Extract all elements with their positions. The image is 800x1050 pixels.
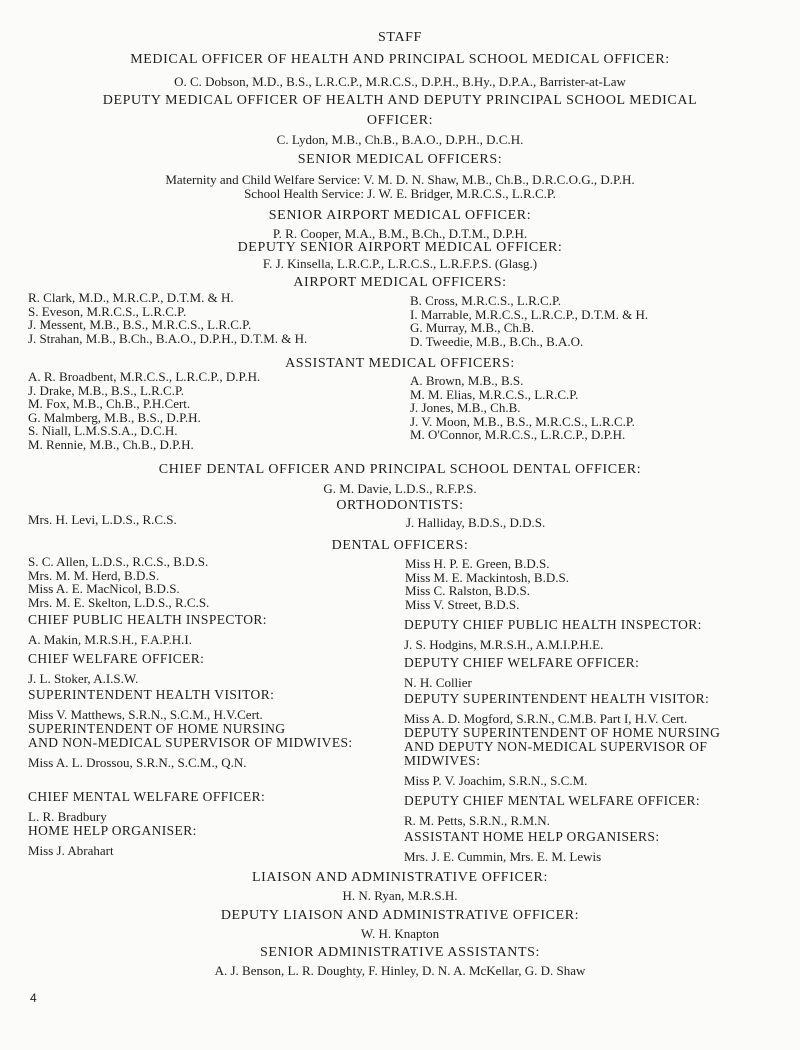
list-item: D. Tweedie, M.B., B.Ch., B.A.O. — [410, 333, 584, 349]
deputy-welfare-name: N. H. Collier — [404, 675, 472, 690]
deputy-welfare-title: DEPUTY CHIEF WELFARE OFFICER: — [404, 655, 640, 670]
liaison-title: LIAISON AND ADMINISTRATIVE OFFICER: — [252, 870, 548, 885]
chief-phi-title: CHIEF PUBLIC HEALTH INSPECTOR: — [28, 612, 267, 627]
deputy-phi-block — [404, 618, 702, 652]
chief-mental-welfare-title: CHIEF MENTAL WELFARE OFFICER: — [28, 789, 266, 804]
chief-dental-title: CHIEF DENTAL OFFICER AND PRINCIPAL SCHOOL DENTAL OFFICER: — [158, 462, 642, 477]
deputy-home-nursing-block — [404, 726, 720, 788]
list-item: R. Clark, M.D., M.R.C.P., D.T.M. & H. — [28, 290, 234, 305]
deputy-phi-title: DEPUTY CHIEF PUBLIC HEALTH INSPECTOR: — [404, 617, 702, 632]
home-help-title: HOME HELP ORGANISER: — [28, 823, 197, 838]
list-item: S. Eveson, M.R.C.S., L.R.C.P. — [28, 303, 187, 319]
list-item: B. Cross, M.R.C.S., L.R.C.P. — [410, 293, 561, 308]
list-item: Miss C. Ralston, B.D.S. — [405, 583, 530, 598]
deputy-senior-airport-name: F. J. Kinsella, L.R.C.P., L.R.C.S., L.R.F.P.S. (Glasg.) — [262, 256, 538, 271]
supt-home-nursing-block — [28, 722, 353, 770]
moh-title: MEDICAL OFFICER OF HEALTH AND PRINCIPAL SCHOOL MEDICAL OFFICER: — [130, 52, 670, 67]
deputy-moh-title-line1: DEPUTY MEDICAL OFFICER OF HEALTH AND DEPUTY PRINCIPAL SCHOOL MEDICAL — [102, 93, 698, 108]
airport-medical-right-list — [410, 294, 648, 348]
deputy-health-visitor-name: Miss A. D. Mogford, S.R.N., C.M.B. Part I, H.V. Cert. — [404, 711, 688, 726]
deputy-phi-name: J. S. Hodgins, M.R.S.H., A.M.I.P.H.E. — [404, 637, 604, 652]
list-item: A. Brown, M.B., B.S. — [410, 373, 524, 388]
deputy-liaison-title: DEPUTY LIAISON AND ADMINISTRATIVE OFFICER: — [220, 908, 580, 923]
deputy-moh-title-line2: OFFICER: — [366, 113, 434, 128]
list-item: S. Niall, L.M.S.S.A., D.C.H. — [28, 423, 178, 438]
supt-health-visitor-title: SUPERINTENDENT HEALTH VISITOR: — [28, 687, 275, 702]
deputy-mental-welfare-title: DEPUTY CHIEF MENTAL WELFARE OFFICER: — [404, 793, 701, 808]
list-item: Miss H. P. E. Green, B.D.S. — [405, 556, 550, 571]
home-help-block — [28, 824, 197, 858]
senior-medical-title: SENIOR MEDICAL OFFICERS: — [297, 152, 503, 167]
assistant-medical-right-list — [410, 374, 635, 442]
supt-home-nursing-title-line2: AND NON-MEDICAL SUPERVISOR OF MIDWIVES: — [28, 735, 353, 750]
dental-officers-title: DENTAL OFFICERS: — [331, 538, 469, 553]
orthodontist-left: Mrs. H. Levi, L.D.S., R.C.S. — [28, 512, 177, 527]
deputy-home-nursing-name: Miss P. V. Joachim, S.R.N., S.C.M. — [404, 773, 588, 788]
list-item: G. Murray, M.B., Ch.B. — [410, 320, 535, 335]
deputy-health-visitor-title: DEPUTY SUPERINTENDENT HEALTH VISITOR: — [404, 691, 710, 706]
moh-name: O. C. Dobson, M.D., B.S., L.R.C.P., M.R.C.S., D.P.H., B.Hy., D.P.A., Barrister-at-Law — [174, 74, 626, 89]
list-item: M. O'Connor, M.R.C.S., L.R.C.P., D.P.H. — [410, 427, 626, 442]
dental-officers-right-list — [405, 557, 569, 611]
deputy-welfare-block — [404, 656, 639, 690]
list-item: Mrs. M. M. Herd, B.D.S. — [28, 567, 160, 583]
dental-officers-left-list — [28, 555, 209, 609]
airport-medical-title: AIRPORT MEDICAL OFFICERS: — [293, 275, 507, 290]
list-item: S. C. Allen, L.D.S., R.C.S., B.D.S. — [28, 554, 209, 569]
chief-welfare-title: CHIEF WELFARE OFFICER: — [28, 651, 205, 666]
deputy-health-visitor-block — [404, 692, 709, 726]
deputy-mental-welfare-name: R. M. Petts, S.R.N., R.M.N. — [404, 813, 550, 828]
deputy-senior-airport-title: DEPUTY SENIOR AIRPORT MEDICAL OFFICER: — [237, 240, 563, 255]
list-item: M. Rennie, M.B., Ch.B., D.P.H. — [28, 436, 194, 452]
senior-airport-name: P. R. Cooper, M.A., B.M., B.Ch., D.T.M., D.P.H. — [272, 226, 528, 241]
orthodontist-right: J. Halliday, B.D.S., D.D.S. — [406, 515, 546, 530]
list-item: M. M. Elias, M.R.C.S., L.R.C.P. — [410, 386, 579, 402]
chief-phi-name: A. Makin, M.R.S.H., F.A.P.H.I. — [28, 632, 193, 647]
chief-dental-name: G. M. Davie, L.D.S., R.F.P.S. — [323, 481, 477, 496]
list-item: J. Jones, M.B., Ch.B. — [410, 400, 521, 415]
senior-airport-title: SENIOR AIRPORT MEDICAL OFFICER: — [268, 208, 532, 223]
deputy-home-nursing-title-line3: MIDWIVES: — [404, 753, 481, 768]
deputy-home-nursing-title-line1: DEPUTY SUPERINTENDENT OF HOME NURSING — [404, 725, 721, 740]
deputy-mental-welfare-block — [404, 794, 700, 828]
home-help-name: Miss J. Abrahart — [28, 843, 114, 858]
list-item: Miss M. E. Mackintosh, B.D.S. — [405, 569, 569, 585]
chief-welfare-name: J. L. Stoker, A.I.S.W. — [28, 671, 139, 686]
liaison-name: H. N. Ryan, M.R.S.H. — [342, 888, 458, 903]
deputy-moh-name: C. Lydon, M.B., Ch.B., B.A.O., D.P.H., D.C.H. — [276, 132, 524, 147]
senior-medical-line1: Maternity and Child Welfare Service: V. M. D. N. Shaw, M.B., Ch.B., D.R.C.O.G., D.P.H. — [165, 172, 635, 187]
senior-medical-line2: School Health Service: J. W. E. Bridger, M.R.C.S., L.R.C.P. — [244, 186, 556, 201]
supt-home-nursing-title-line1: SUPERINTENDENT OF HOME NURSING — [28, 721, 286, 736]
assistant-home-help-block — [404, 830, 659, 864]
list-item: Miss A. E. MacNicol, B.D.S. — [28, 581, 180, 596]
senior-admin-title: SENIOR ADMINISTRATIVE ASSISTANTS: — [259, 945, 541, 960]
list-item: J. Drake, M.B., B.S., L.R.C.P. — [28, 382, 185, 398]
staff-heading: STAFF — [378, 30, 422, 45]
senior-admin-names: A. J. Benson, L. R. Doughty, F. Hinley, D. N. A. McKellar, G. D. Shaw — [214, 963, 586, 978]
airport-medical-left-list — [28, 291, 307, 345]
assistant-home-help-title: ASSISTANT HOME HELP ORGANISERS: — [404, 829, 660, 844]
chief-mental-welfare-block — [28, 790, 265, 824]
list-item: G. Malmberg, M.B., B.S., D.P.H. — [28, 409, 201, 425]
list-item: A. R. Broadbent, M.R.C.S., L.R.C.P., D.P.H. — [28, 369, 261, 384]
list-item: Mrs. M. E. Skelton, L.D.S., R.C.S. — [28, 594, 210, 610]
supt-health-visitor-name: Miss V. Matthews, S.R.N., S.C.M., H.V.Cert. — [28, 707, 263, 722]
orthodontists-title: ORTHODONTISTS: — [336, 498, 464, 513]
page-number: 4 — [30, 991, 37, 1005]
deputy-home-nursing-title-line2: AND DEPUTY NON-MEDICAL SUPERVISOR OF — [404, 739, 708, 754]
list-item: M. Fox, M.B., Ch.B., P.H.Cert. — [28, 396, 191, 411]
supt-home-nursing-name: Miss A. L. Drossou, S.R.N., S.C.M., Q.N. — [28, 755, 247, 770]
chief-phi-block — [28, 613, 267, 647]
deputy-liaison-name: W. H. Knapton — [360, 926, 440, 941]
list-item: I. Marrable, M.R.C.S., L.R.C.P., D.T.M. & H. — [410, 306, 649, 322]
chief-mental-welfare-name: L. R. Bradbury — [28, 809, 107, 824]
assistant-medical-left-list — [28, 370, 260, 451]
list-item: J. Strahan, M.B., B.Ch., B.A.O., D.P.H., D.T.M. & H. — [28, 330, 308, 346]
list-item: Miss V. Street, B.D.S. — [405, 596, 520, 612]
list-item: J. Messent, M.B., B.S., M.R.C.S., L.R.C.P. — [28, 317, 252, 332]
list-item: J. V. Moon, M.B., B.S., M.R.C.S., L.R.C.P. — [410, 413, 635, 429]
assistant-medical-title: ASSISTANT MEDICAL OFFICERS: — [285, 356, 515, 371]
assistant-home-help-name: Mrs. J. E. Cummin, Mrs. E. M. Lewis — [404, 849, 602, 864]
supt-health-visitor-block — [28, 688, 274, 722]
chief-welfare-block — [28, 652, 204, 686]
